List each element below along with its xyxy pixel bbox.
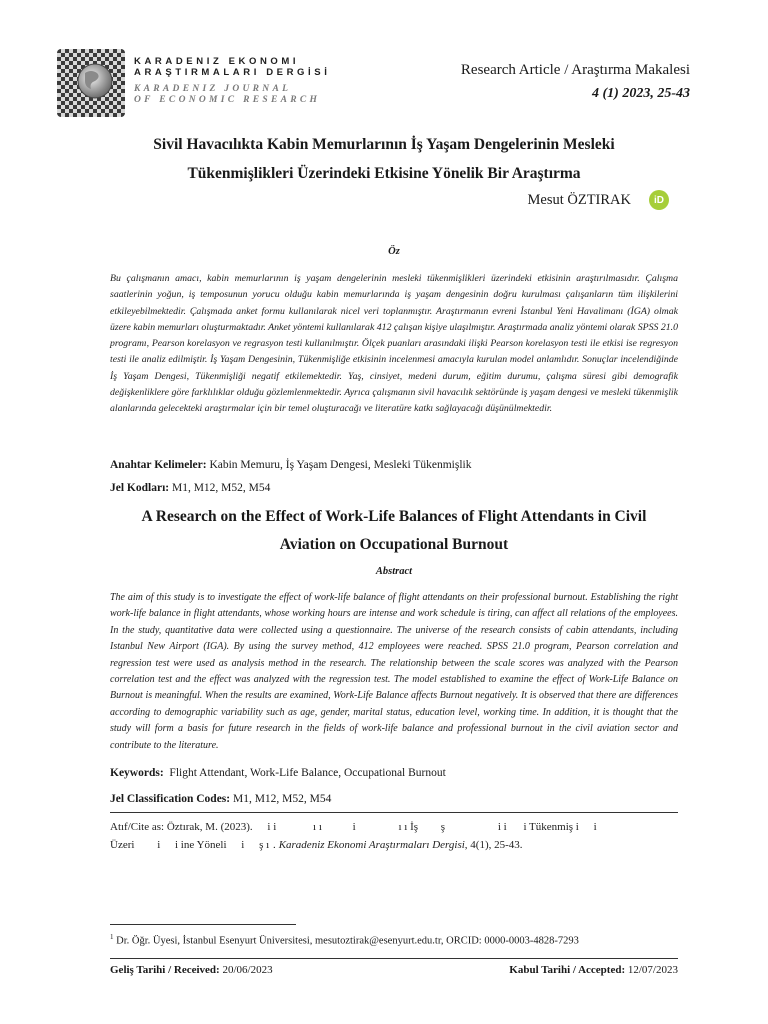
author-name: Mesut ÖZTIRAK [527, 192, 631, 208]
title-en [110, 503, 678, 559]
citation-fragment: i [352, 821, 356, 833]
journal-name-tr-line1: KARADENIZ EKONOMI [134, 56, 300, 67]
jel-tr [110, 480, 678, 496]
citation-fragment: i Tükenmiş i [523, 821, 579, 833]
footnote-rule [110, 924, 296, 925]
jel-en [110, 791, 678, 807]
citation-fragment: i ine Yöneli [175, 839, 227, 851]
accepted-date [509, 964, 678, 976]
keywords-en-value: Flight Attendant, Work-Life Balance, Occupational Burnout [169, 767, 446, 779]
volume-info: 4 (1) 2023, 25-43 [592, 86, 690, 101]
jel-tr-value: M1, M12, M52, M54 [171, 482, 271, 494]
article-header-info [461, 60, 690, 104]
citation-fragment: ı ı İş [398, 821, 419, 833]
keywords-en-label: Keywords: [110, 767, 164, 779]
citation-fragment: i [241, 839, 245, 851]
received-label: Geliş Tarihi / Received: [110, 964, 220, 976]
citation-rule [110, 812, 678, 813]
keywords-tr-label: Anahtar Kelimeler: [110, 459, 207, 471]
citation-pages: , 4(1), 25-43. [464, 839, 523, 851]
jel-en-label: Jel Classification Codes: [110, 793, 231, 805]
citation-fragment: i i [267, 821, 277, 833]
footnote-text: Dr. Öğr. Üyesi, İstanbul Esenyurt Üniversitesi, mesutoztirak@esenyurt.edu.tr, ORCID: 0000-0003-4828-7293 [116, 935, 579, 947]
title-tr-line1: Sivil Havacılıkta Kabin Memurlarının İş Yaşam Dengelerinin Mesleki [153, 136, 615, 153]
journal-logo [57, 49, 125, 117]
title-en-line2: Aviation on Occupational Burnout [279, 536, 509, 553]
citation-fragment: i i [497, 821, 507, 833]
abstract-heading: Abstract [375, 566, 413, 577]
jel-en-value: M1, M12, M52, M54 [232, 793, 332, 805]
footnote [110, 930, 678, 949]
keywords-tr [110, 457, 678, 473]
title-tr [110, 130, 658, 188]
citation-journal: . Karadeniz Ekonomi Araştırmaları Dergisi [273, 839, 465, 851]
keywords-tr-value: Kabin Memuru, İş Yaşam Dengesi, Mesleki Tükenmişlik [209, 459, 472, 471]
accepted-label: Kabul Tarihi / Accepted: [509, 964, 626, 976]
journal-names [134, 56, 330, 106]
footer-rule [110, 958, 678, 959]
journal-name-en-line2: OF ECONOMIC RESEARCH [134, 95, 321, 105]
citation-fragment: ş ı [259, 839, 270, 851]
accepted-value: 12/07/2023 [627, 964, 678, 976]
title-en-line1: A Research on the Effect of Work-Life Balances of Flight Attendants in Civil [141, 508, 647, 525]
citation [110, 818, 678, 854]
jel-tr-label: Jel Kodları: [110, 482, 170, 494]
citation-prefix: Atıf/Cite as: Öztırak, M. (2023). [110, 821, 253, 833]
orcid-icon[interactable]: iD [649, 190, 669, 210]
citation-fragment: i [593, 821, 597, 833]
keywords-en [110, 765, 678, 781]
citation-fragment: i [157, 839, 161, 851]
citation-fragment: ı ı [313, 821, 322, 833]
journal-name-en-line1: KARADENIZ JOURNAL [134, 84, 292, 94]
footnote-marker: 1 [110, 933, 114, 941]
globe-checker-icon [57, 49, 125, 117]
article-type: Research Article / Araştırma Makalesi [460, 62, 690, 78]
citation-fragment: ş [440, 821, 446, 833]
title-tr-line2: Tükenmişlikleri Üzerindeki Etkisine Yönelik Bir Araştırma [187, 165, 581, 182]
oz-text: Bu çalışmanın amacı, kabin memurlarının iş yaşam dengelerinin mesleki tükenmişlikleri üzerindeki etkisinin araştırılmasıdır. Çalışma saatlerinin yoğun, iş temposunun yorucu olduğu kabin memurlarında iş yaşam dengesinin doğru kurulması çalışanların tüm ilişkilerini etkileyebilmektedir. Çalışmada anket formu kullanılarak nicel veri toplanmıştır. Araştırmanın evreni İstanbul Yeni Havalimanı (İGA) olmak üzere kabin memurları oluşturmaktadır. Anket yöntemi kullanılarak 412 çalışan kişiye ulaşılmıştır. Araştırmada analiz yöntemi olarak SPSS 21.0 programı, Pearson korelasyon ve regrasyon testi kullanılmıştır. Ölçek puanları arasındaki ilişki Pearson korelasyon testi ile etkisi ise regresyon testi ile analiz edilmiştir. İş Yaşam Dengesinin, Tükenmişliğe etkisinin incelenmesi amacıyla kurulan model anlamlıdır. Sonuçlar incelendiğinde İş Yaşam Dengesi, Tükenmişliği negatif etkilemektedir. Yaş, cinsiyet, medeni durum, eğitim durumu, çalışma süresi gibi demografik değişkenliklere göre farklılıklar olduğu gözlemlenmektedir. Ayrıca çalışmanın sivil havacılık sektöründe iş yaşam dengesi ve mesleki tükenmişlik alanlarında gelecekteki araştırmalar için bir temel oluşturacağı ve literatüre katkı sağlayacağı düşünülmektedir. [110, 273, 678, 415]
received-value: 20/06/2023 [222, 964, 273, 976]
abstract-text: The aim of this study is to investigate the effect of work-life balance of flight attendants on their professional burnout. Establishing the right work-life balance in flight attendants, whose working hours are intense and work schedule is tiring, can affect all relations of the employees. In the study, quantitative data were collected using a questionnaire. The universe of the research consists of cabin attendants, including Istanbul New Airport (IGA). By using the survey method, 412 employees were reached. SPSS 21.0 program, Pearson correlation and regression test were used as analysis method in the research. The relationship between the scale scores was analyzed with the Pearson correlation test and the effect was analyzed with the regression test. The model established to examine the effect of Work-Life Balance on Burnout is meaningful. When the results are examined, Work-Life Balance affects Burnout negatively. It is observed that there are differences according to demographic variability such as age, gender, marital status, education level, working time. In addition, it is thought that the study will form a basis for future research in the fields of work-life balance and professional burnout in the civil aviation sector and contribute to the literature. [110, 592, 678, 751]
oz-heading: Öz [388, 246, 400, 257]
received-date [110, 964, 273, 976]
citation-fragment: Üzeri [110, 839, 135, 851]
journal-name-tr-line2: ARAŞTIRMALARI DERGİSİ [134, 67, 331, 78]
